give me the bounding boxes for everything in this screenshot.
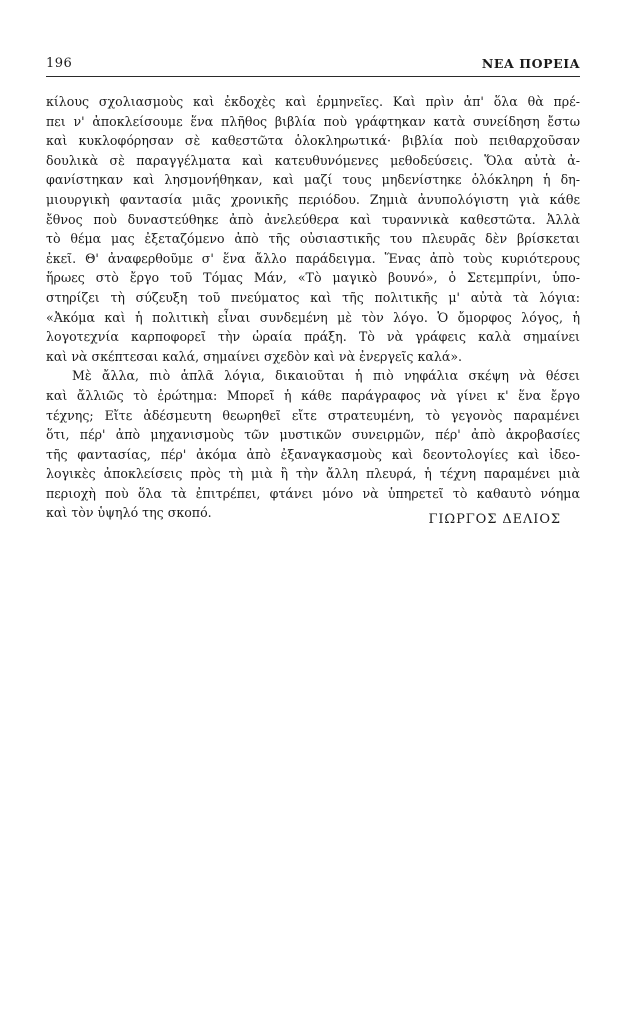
- text-line: καὶ τὸν ὑψηλό της σκοπό.: [46, 505, 212, 521]
- text-line: πει ν' ἀποκλείσουμε ἕνα πλῆθος βιβλία ποὺ γράφτηκαν κατὰ συνείδηση ἔστω: [46, 113, 580, 129]
- text-line: περιοχὴ ποὺ ὅλα τὰ ἐπιτρέπει, φτάνει μόνο νὰ ὑπηρετεῖ τὸ καθαυτὸ νόημα: [46, 485, 580, 501]
- text-line: ἔθνος ποὺ δυναστεύθηκε ἀπὸ ἀνελεύθερα καὶ τυραννικὰ καθεστῶτα. Ἀλλὰ: [46, 211, 580, 227]
- text-line: καὶ ἄλλιῶς τὸ ἐρώτημα: Μπορεῖ ἡ κάθε παράγραφος νὰ γίνει κ' ἕνα ἔργο: [46, 387, 580, 403]
- text-line: ὅτι, πέρ' ἀπὸ μηχανισμοὺς τῶν μυστικῶν συνειρμῶν, πέρ' ἀπὸ ἀκροβασίες: [46, 427, 580, 443]
- text-line: τῆς φαντασίας, πέρ' ἀκόμα ἀπὸ ἐξαναγκασμοὺς καὶ δεοντολογίες καὶ ἰδεο-: [46, 446, 580, 462]
- header-rule: [46, 76, 580, 77]
- text-line: Μὲ ἄλλα, πιὸ ἁπλᾶ λόγια, δικαιοῦται ἡ πιὸ νηφάλια σκέψη νὰ θέσει: [72, 368, 580, 384]
- text-line: στηρίζει τὴ σύζευξη τοῦ πνεύματος καὶ τῆς πολιτικῆς μ' αὐτὰ τὰ λόγια:: [46, 289, 580, 305]
- text-line: ἐκεῖ. Θ' ἀναφερθοῦμε σ' ἕνα ἄλλο παράδειγμα. Ἕνας ἀπὸ τοὺς κυριότερους: [46, 250, 580, 266]
- paragraph-1: [46, 92, 580, 366]
- text-line: τὸ θέμα μας ἐξεταζόμενο ἀπὸ τῆς οὐσιαστικῆς του πλευρᾶς δὲν βρίσκεται: [46, 231, 580, 247]
- text-line: ἥρωες στὸ ἔργο τοῦ Τόμας Μάν, «Τὸ μαγικὸ βουνό», ὁ Σετεμπρίνι, ὑπο-: [46, 270, 580, 286]
- text-line: μιουργικὴ φαντασία μιᾶς χρονικῆς περιόδου. Ζημιὰ ἀνυπολόγιστη γιὰ κάθε: [46, 191, 580, 207]
- text-line: «Ἀκόμα καὶ ἡ πολιτικὴ εἶναι συνδεμένη μὲ τὸν λόγο. Ὁ ὄμορφος λόγος, ἡ: [46, 309, 580, 325]
- text-line: καὶ κυκλοφόρησαν σὲ καθεστῶτα ὁλοκληρωτικά· βιβλία ποὺ πειθαρχοῦσαν: [46, 133, 580, 149]
- running-head: [46, 56, 580, 74]
- text-line: δουλικὰ σὲ παραγγέλματα καὶ κατευθυνόμενες μεθοδεύσεις. Ὅλα αὐτὰ ἀ-: [46, 152, 580, 168]
- journal-title: ΝΕΑ ΠΟΡΕΙΑ: [481, 56, 580, 71]
- text-line: τέχνης; Εἴτε ἀδέσμευτη θεωρηθεῖ εἴτε στρατευμένη, τὸ γεγονὸς παραμένει: [46, 407, 580, 423]
- text-line: φανίστηκαν καὶ λησμονήθηκαν, καὶ μαζί τους μηδενίστηκε ὁλόκληρη ἡ δη-: [46, 172, 580, 188]
- text-line: καὶ νὰ σκέπτεσαι καλά, σημαίνει σχεδὸν καὶ νὰ ἐνεργεῖς καλά».: [46, 348, 463, 364]
- article-body: [46, 92, 580, 523]
- paragraph-2: [46, 366, 580, 523]
- text-line: κίλους σχολιασμοὺς καὶ ἐκδοχὲς καὶ ἑρμηνεῖες. Καὶ πρὶν ἀπ' ὅλα θὰ πρέ-: [46, 94, 580, 109]
- page-number: 196: [46, 56, 73, 71]
- author-signature: ΓΙΩΡΓΟΣ ΔΕΛΙΟΣ: [428, 512, 561, 527]
- text-line: λογικὲς ἀποκλείσεις πρὸς τὴ μιὰ ἢ τὴν ἄλλη πλευρά, ἡ τέχνη παραμένει μιὰ: [46, 466, 580, 482]
- text-line: λογοτεχνία καρποφορεῖ τὴν ὡραία πράξη. Τὸ νὰ γράφεις καλὰ σημαίνει: [46, 329, 580, 345]
